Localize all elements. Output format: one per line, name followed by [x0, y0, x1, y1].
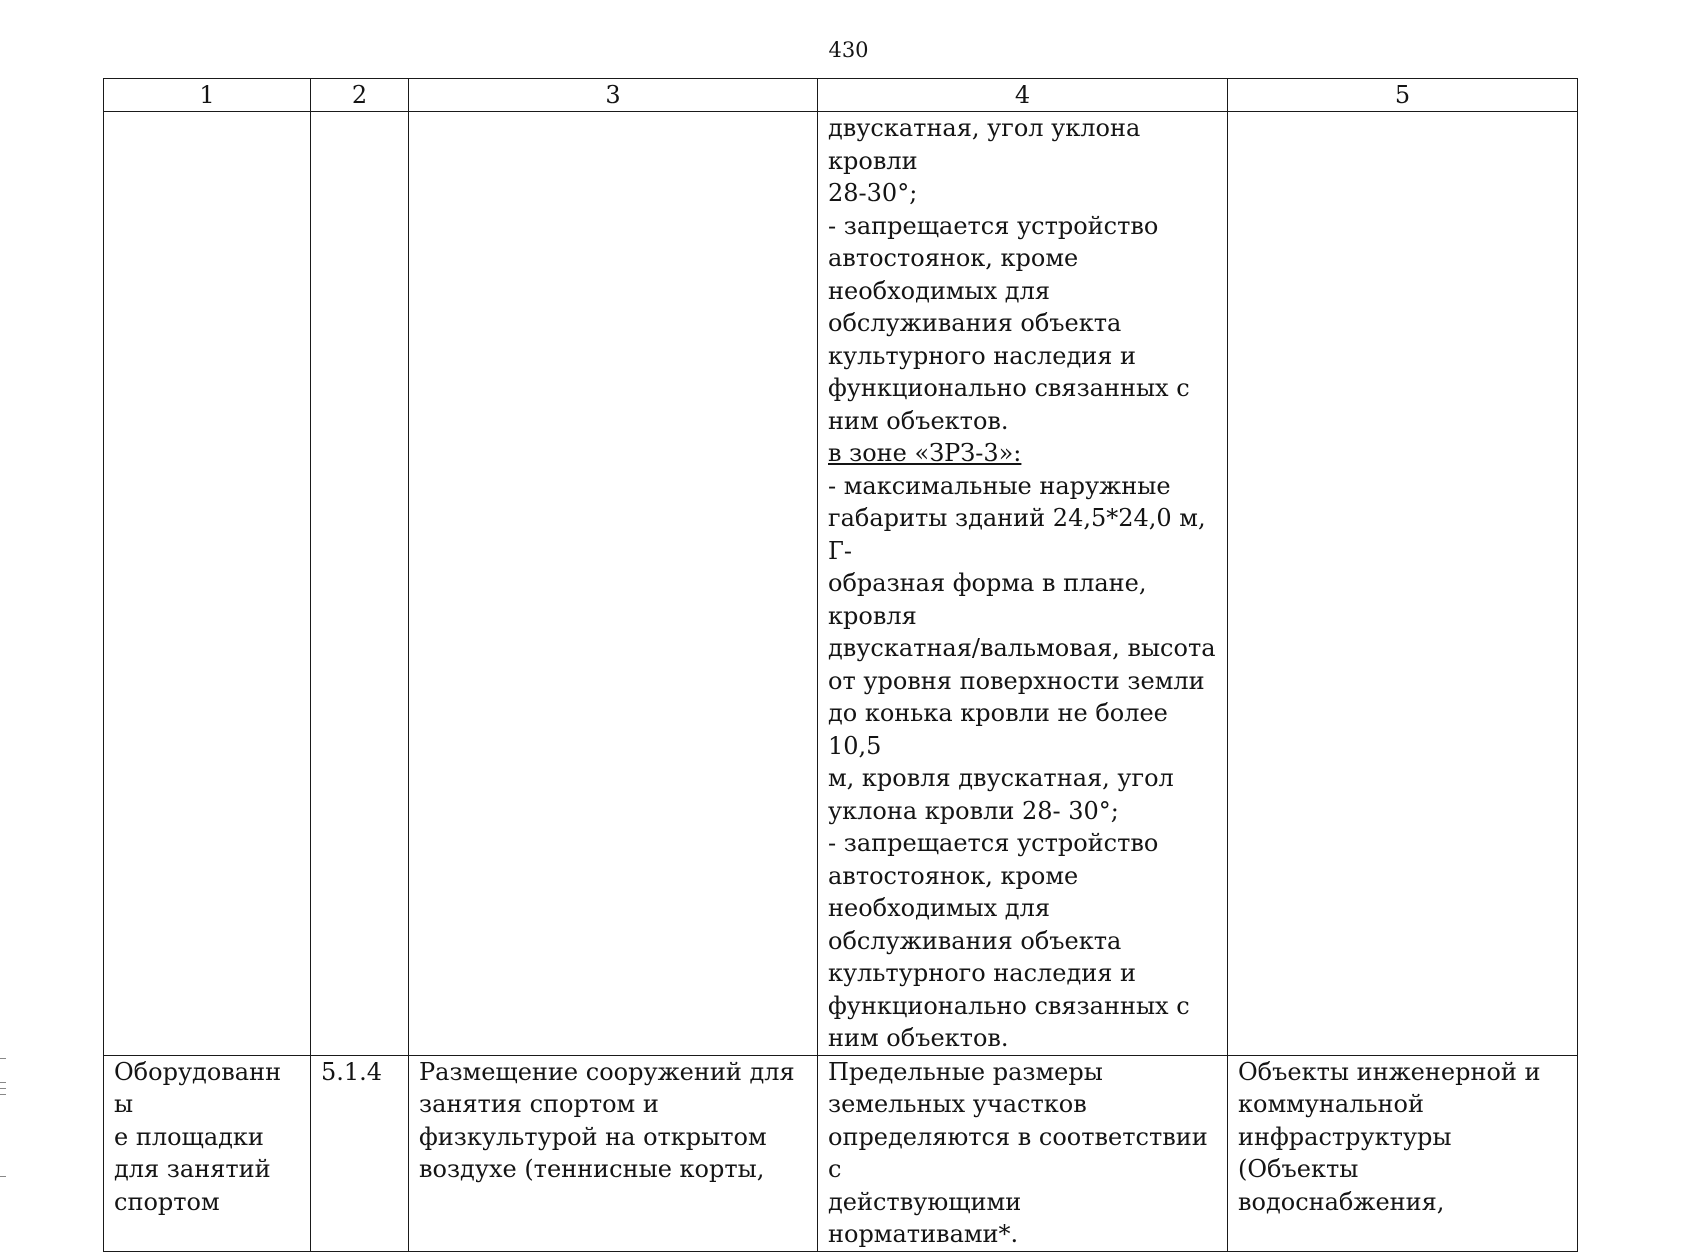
regulations-table: [103, 78, 1578, 1252]
column-header-2: 2: [311, 79, 409, 112]
text-line: двускатная, угол уклона кровли: [828, 114, 1141, 175]
table-header-row: [104, 79, 1578, 112]
column-header-4: 4: [818, 79, 1228, 112]
text-line: физкультурой на открытом: [419, 1122, 767, 1151]
table-row-continuation: [104, 112, 1578, 1056]
text-line: функционально связанных с: [828, 374, 1190, 402]
text-line: необходимых для: [828, 894, 1050, 922]
scan-mark: [0, 1094, 6, 1095]
text-line: до конька кровли не более 10,5: [828, 699, 1168, 760]
cell-use-name: [104, 1055, 311, 1251]
text-line: - запрещается устройство: [828, 829, 1159, 857]
text-line: земельных участков: [828, 1090, 1087, 1118]
table-row: [104, 1055, 1578, 1251]
text-line: обслуживания объекта: [828, 309, 1122, 337]
cell-empty: [311, 112, 409, 1056]
scan-mark: [0, 1082, 6, 1083]
column-header-3: 3: [409, 79, 818, 112]
text-line: действующими нормативами*.: [828, 1187, 1022, 1248]
text-line: спортом: [114, 1187, 220, 1216]
text-line: ним объектов.: [828, 406, 1009, 435]
text-line: культурного наследия и: [828, 959, 1137, 987]
text-line: коммунальной: [1238, 1090, 1424, 1118]
text-line: Объекты инженерной и: [1238, 1057, 1541, 1086]
cell-use-description: [409, 1055, 818, 1251]
column-header-5: 5: [1228, 79, 1578, 112]
cell-empty: [104, 112, 311, 1056]
text-line: - запрещается устройство: [828, 211, 1159, 240]
cell-empty: [1228, 112, 1578, 1056]
text-line: необходимых для: [828, 276, 1050, 305]
text-line: - максимальные наружные: [828, 471, 1171, 500]
zone-heading: в зоне «ЗРЗ-3»:: [828, 439, 1022, 467]
cell-use-code: 5.1.4: [311, 1055, 409, 1251]
page-number: 430: [828, 38, 869, 62]
text-line: определяются в соответствии с: [828, 1122, 1208, 1183]
text-line: габариты зданий 24,5*24,0 м, Г-: [828, 504, 1206, 565]
text-line: для занятий: [114, 1155, 271, 1183]
text-line: от уровня поверхности земли: [828, 666, 1205, 695]
scan-mark: [0, 1088, 6, 1089]
cell-auxiliary-uses: [1228, 1055, 1578, 1251]
text-line: 28-30°;: [828, 179, 918, 207]
text-line: м, кровля двускатная, угол: [828, 764, 1174, 792]
text-line: культурного наследия и: [828, 341, 1137, 370]
column-header-1: 1: [104, 79, 311, 112]
cell-parameters-continuation: [818, 112, 1228, 1056]
text-line: Размещение сооружений для: [419, 1057, 795, 1086]
text-line: автостоянок, кроме: [828, 861, 1079, 890]
text-line: автостоянок, кроме: [828, 244, 1079, 272]
text-line: инфраструктуры (Объекты: [1238, 1122, 1452, 1183]
text-line: занятия спортом и: [419, 1090, 659, 1118]
text-line: Оборудованны: [114, 1057, 282, 1118]
text-line: водоснабжения,: [1238, 1187, 1445, 1216]
scan-mark: [0, 1176, 6, 1177]
cell-parameters: [818, 1055, 1228, 1251]
scan-mark: [0, 1058, 6, 1059]
text-line: е площадки: [114, 1122, 264, 1151]
text-line: Предельные размеры: [828, 1057, 1103, 1086]
text-line: уклона кровли 28- 30°;: [828, 796, 1119, 825]
text-line: обслуживания объекта: [828, 926, 1122, 955]
text-line: двускатная/вальмовая, высота: [828, 634, 1216, 662]
text-line: воздухе (теннисные корты,: [419, 1155, 765, 1183]
text-line: ним объектов.: [828, 1024, 1009, 1052]
text-line: функционально связанных с: [828, 991, 1190, 1020]
text-line: образная форма в плане, кровля: [828, 569, 1147, 630]
cell-empty: [409, 112, 818, 1056]
